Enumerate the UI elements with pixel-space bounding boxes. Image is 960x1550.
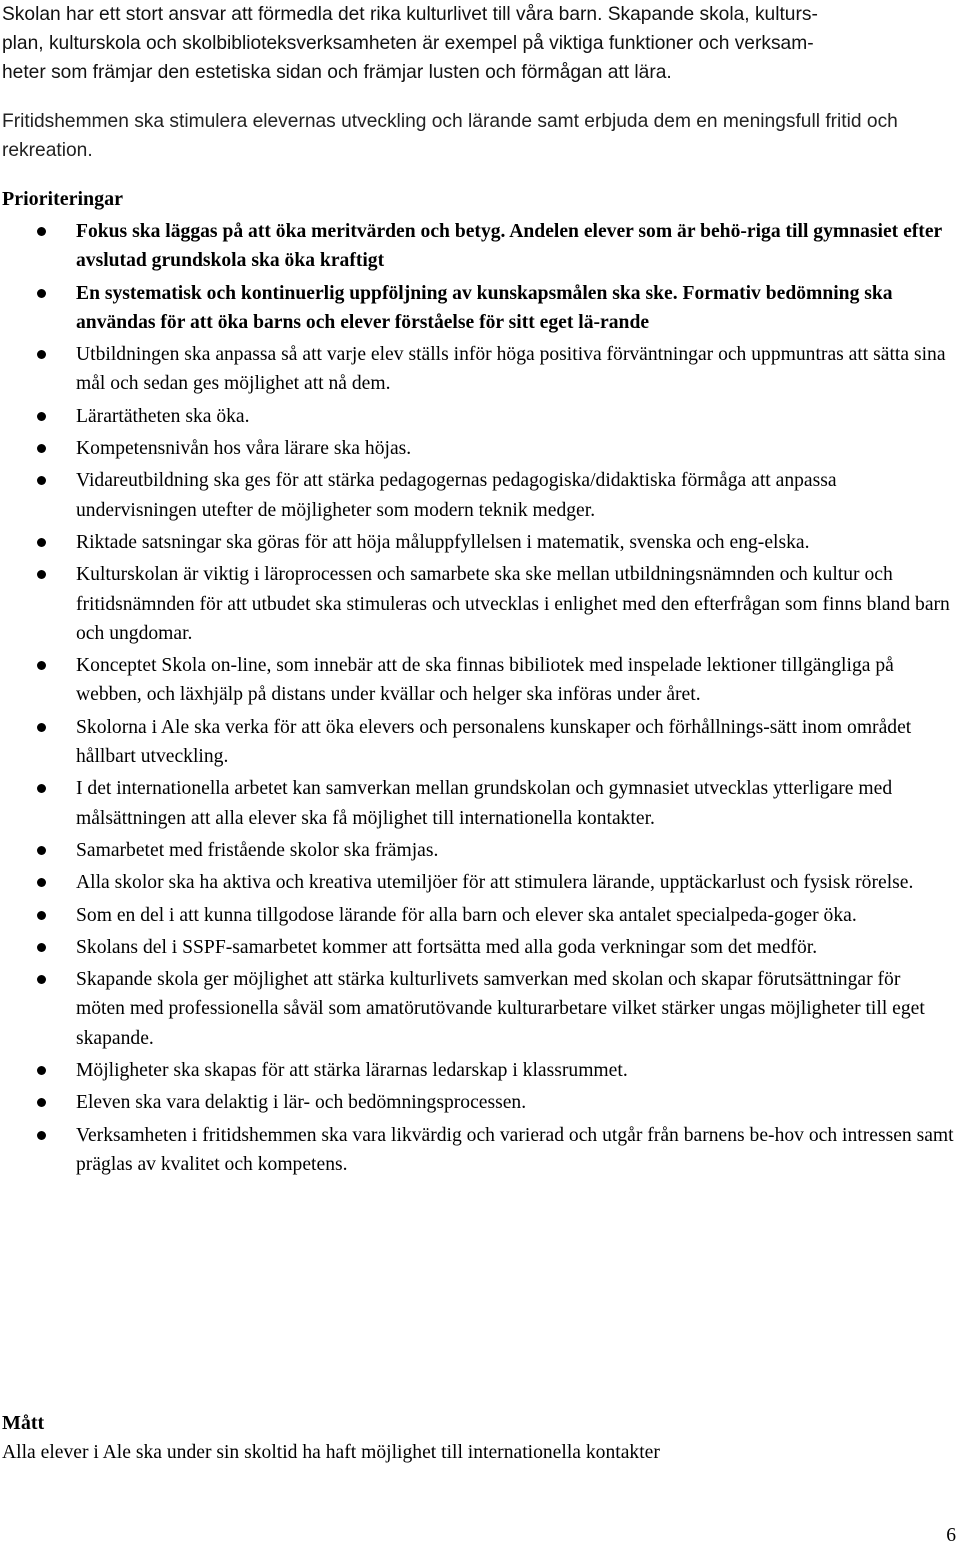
bullet-icon xyxy=(37,412,46,421)
list-item: Vidareutbildning ska ges för att stärka pedagogernas pedagogiska/didaktiska förmåga att anpassa undervisningen utefter de möjligheter som modern teknik medger. xyxy=(0,466,960,525)
bullet-icon xyxy=(37,975,46,984)
list-item: Lärartätheten ska öka. xyxy=(0,402,960,431)
bullet-icon xyxy=(37,476,46,485)
matt-text: Alla elever i Ale ska under sin skoltid ha haft möjlighet till internationella kontakter xyxy=(2,1442,660,1463)
bullet-icon xyxy=(37,723,46,732)
bullet-icon xyxy=(37,289,46,298)
bullet-icon xyxy=(37,1131,46,1140)
list-item: I det internationella arbetet kan samverkan mellan grundskolan och gymnasiet utvecklas ytterligare med målsättningen att alla elever ska få möjlighet till internationella kontakter. xyxy=(0,774,960,833)
bullet-icon xyxy=(37,878,46,887)
list-item: Fokus ska läggas på att öka meritvärden och betyg. Andelen elever som är behö-riga till gymnasiet efter avslutad grundskola ska öka kraftigt xyxy=(0,217,960,276)
bullet-icon xyxy=(37,570,46,579)
list-item: Kompetensnivån hos våra lärare ska höjas. xyxy=(0,434,960,463)
intro-line-1: Skolan har ett stort ansvar att förmedla det rika kulturlivet till våra barn. Skapande skola, kulturs- xyxy=(2,4,818,25)
list-item: En systematisk och kontinuerlig uppföljning av kunskapsmålen ska ske. Formativ bedömning ska användas för att öka barns och elever förståelse för sitt eget lä-rande xyxy=(0,279,960,338)
bullet-icon xyxy=(37,444,46,453)
bullet-icon xyxy=(37,227,46,236)
list-item: Kulturskolan är viktig i läroprocessen och samarbete ska ske mellan utbildningsnämnden och kultur och fritidsnämnden för att utbudet ska stimuleras och utvecklas i enlighet med den efterfrågan som finns bland barn och ungdomar. xyxy=(0,560,960,648)
prioriteringar-list xyxy=(0,217,960,1179)
bullet-icon xyxy=(37,1066,46,1075)
list-item: Samarbetet med fristående skolor ska främjas. xyxy=(0,836,960,865)
list-item: Konceptet Skola on-line, som innebär att de ska finnas bibiliotek med inspelade lektioner tillgängliga på webben, och läxhjälp på distans under kvällar och helger ska införas under året. xyxy=(0,651,960,710)
list-item: Skolorna i Ale ska verka för att öka elevers och personalens kunskaper och förhållnings-sätt inom området hållbart utveckling. xyxy=(0,713,960,772)
page-number: 6 xyxy=(946,1525,956,1546)
list-item: Alla skolor ska ha aktiva och kreativa utemiljöer för att stimulera lärande, upptäckarlust och fysisk rörelse. xyxy=(0,868,960,897)
list-item: Utbildningen ska anpassa så att varje elev ställs inför höga positiva förväntningar och uppmuntras att sätta sina mål och sedan ges möjlighet att nå dem. xyxy=(0,340,960,399)
list-item: Som en del i att kunna tillgodose lärande för alla barn och elever ska antalet specialpeda-goger öka. xyxy=(0,901,960,930)
list-item: Skolans del i SSPF-samarbetet kommer att fortsätta med alla goda verkningar som det medför. xyxy=(0,933,960,962)
list-item: Verksamheten i fritidshemmen ska vara likvärdig och varierad och utgår från barnens be-hov och intressen samt präglas av kvalitet och kompetens. xyxy=(0,1121,960,1180)
list-item: Möjligheter ska skapas för att stärka lärarnas ledarskap i klassrummet. xyxy=(0,1056,960,1085)
prioriteringar-heading: Prioriteringar xyxy=(2,188,124,210)
bullet-icon xyxy=(37,784,46,793)
list-item: Eleven ska vara delaktig i lär- och bedömningsprocessen. xyxy=(0,1088,960,1117)
intro-line-2: plan, kulturskola och skolbiblioteksverksamheten är exempel på viktiga funktioner och verksam- xyxy=(2,33,814,54)
bullet-icon xyxy=(37,943,46,952)
list-item: Skapande skola ger möjlighet att stärka kulturlivets samverkan med skolan och skapar förutsättningar för möten med professionella såväl som amatörutövande kulturarbetare vilket stärker ungas möjligheter till eget skapande. xyxy=(0,965,960,1053)
bullet-icon xyxy=(37,350,46,359)
bullet-icon xyxy=(37,538,46,547)
intro-paragraph-2: Fritidshemmen ska stimulera elevernas utveckling och lärande samt erbjuda dem en meningsfull fritid och rekreation. xyxy=(2,111,898,161)
intro-paragraph-1 xyxy=(0,0,960,87)
bullet-icon xyxy=(37,1098,46,1107)
bullet-icon xyxy=(37,911,46,920)
matt-heading: Mått xyxy=(2,1412,45,1434)
list-item: Riktade satsningar ska göras för att höja måluppfyllelsen i matematik, svenska och eng-elska. xyxy=(0,528,960,557)
bullet-icon xyxy=(37,661,46,670)
intro-line-3: heter som främjar den estetiska sidan och främjar lusten och förmågan att lära. xyxy=(2,62,672,83)
bullet-icon xyxy=(37,846,46,855)
